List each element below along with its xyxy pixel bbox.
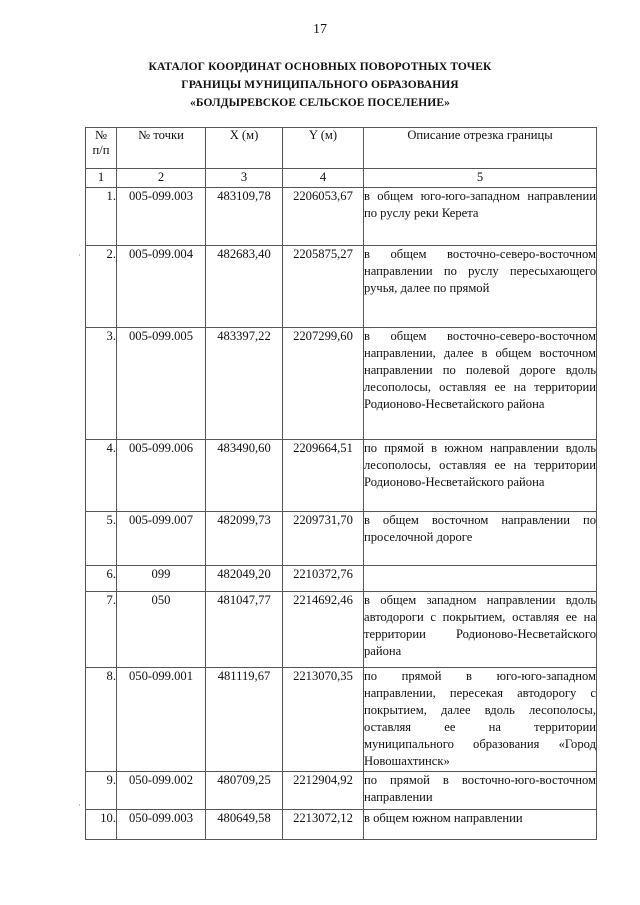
y-coordinate: 2206053,67 (283, 188, 364, 246)
row-number: 9. (86, 772, 117, 810)
segment-description: по прямой в восточно-юго-восточном направлении (364, 772, 597, 810)
title-line-1: КАТАЛОГ КООРДИНАТ ОСНОВНЫХ ПОВОРОТНЫХ ТОЧЕК (148, 61, 492, 73)
point-id: 005-099.004 (117, 246, 206, 328)
row-number: 3. (86, 328, 117, 440)
table-row (86, 668, 597, 772)
point-id: 050-099.003 (117, 810, 206, 840)
y-coordinate: 2209664,51 (283, 440, 364, 512)
table-row (86, 328, 597, 440)
x-coordinate: 483397,22 (206, 328, 283, 440)
point-id: 050-099.002 (117, 772, 206, 810)
margin-mark: · (78, 250, 81, 260)
y-coordinate: 2212904,92 (283, 772, 364, 810)
x-coordinate: 482099,73 (206, 512, 283, 566)
document-title (0, 58, 640, 112)
y-coordinate: 2213072,12 (283, 810, 364, 840)
table-row (86, 772, 597, 810)
y-coordinate: 2205875,27 (283, 246, 364, 328)
row-number: 1. (86, 188, 117, 246)
col-header-point: № точки (117, 128, 206, 169)
table-row (86, 188, 597, 246)
y-coordinate: 2214692,46 (283, 592, 364, 668)
segment-description: в общем южном направлении (364, 810, 597, 840)
x-coordinate: 481119,67 (206, 668, 283, 772)
row-number: 7. (86, 592, 117, 668)
column-index: 3 (206, 169, 283, 188)
y-coordinate: 2210372,76 (283, 566, 364, 592)
margin-mark: · (78, 800, 81, 810)
col-header-y: Y (м) (283, 128, 364, 169)
point-id: 005-099.005 (117, 328, 206, 440)
row-number: 6. (86, 566, 117, 592)
point-id: 050 (117, 592, 206, 668)
x-coordinate: 482683,40 (206, 246, 283, 328)
point-id: 050-099.001 (117, 668, 206, 772)
segment-description: в общем восточном направлении по проселочной дороге (364, 512, 597, 566)
x-coordinate: 483109,78 (206, 188, 283, 246)
column-index-row (86, 169, 597, 188)
page-number: 17 (313, 22, 327, 37)
y-coordinate: 2213070,35 (283, 668, 364, 772)
y-coordinate: 2207299,60 (283, 328, 364, 440)
table-row (86, 566, 597, 592)
col-header-x: X (м) (206, 128, 283, 169)
col-header-num-line1: № (94, 128, 108, 142)
segment-description: в общем восточно-северо-восточном направлении по руслу пересыхающего ручья, далее по прямой (364, 246, 597, 328)
row-number: 2. (86, 246, 117, 328)
x-coordinate: 480709,25 (206, 772, 283, 810)
segment-description: в общем юго-юго-западном направлении по руслу реки Керета (364, 188, 597, 246)
coordinates-table (85, 127, 597, 840)
title-line-2: ГРАНИЦЫ МУНИЦИПАЛЬНОГО ОБРАЗОВАНИЯ (181, 79, 459, 91)
y-coordinate: 2209731,70 (283, 512, 364, 566)
point-id: 005-099.006 (117, 440, 206, 512)
segment-description: в общем западном направлении вдоль автодороги с покрытием, оставляя ее на территории Родионово-Несветайского района (364, 592, 597, 668)
row-number: 4. (86, 440, 117, 512)
col-header-num (86, 128, 117, 169)
row-number: 5. (86, 512, 117, 566)
x-coordinate: 480649,58 (206, 810, 283, 840)
header-row (86, 128, 597, 169)
x-coordinate: 481047,77 (206, 592, 283, 668)
table-row (86, 810, 597, 840)
segment-description: в общем восточно-северо-восточном направлении, далее в общем восточном направлении по полевой дороге вдоль лесополосы, оставляя ее на территории Родионово-Несветайского района (364, 328, 597, 440)
segment-description: по прямой в юго-юго-западном направлении, пересекая автодорогу с покрытием, далее вдоль лесополосы, оставляя ее на территории муниципального образования «Город Новошахтинск» (364, 668, 597, 772)
col-header-description: Описание отрезка границы (364, 128, 597, 169)
row-number: 10. (86, 810, 117, 840)
row-number: 8. (86, 668, 117, 772)
table-row (86, 592, 597, 668)
segment-description (364, 566, 597, 592)
col-header-num-line2: п/п (92, 143, 110, 157)
x-coordinate: 482049,20 (206, 566, 283, 592)
x-coordinate: 483490,60 (206, 440, 283, 512)
column-index: 5 (364, 169, 597, 188)
point-id: 005-099.007 (117, 512, 206, 566)
column-index: 2 (117, 169, 206, 188)
segment-description: по прямой в южном направлении вдоль лесополосы, оставляя ее на территории Родионово-Несветайского района (364, 440, 597, 512)
point-id: 005-099.003 (117, 188, 206, 246)
point-id: 099 (117, 566, 206, 592)
title-line-3: «БОЛДЫРЕВСКОЕ СЕЛЬСКОЕ ПОСЕЛЕНИЕ» (190, 97, 450, 109)
column-index: 4 (283, 169, 364, 188)
table-row (86, 440, 597, 512)
table-row (86, 246, 597, 328)
column-index: 1 (86, 169, 117, 188)
table-row (86, 512, 597, 566)
